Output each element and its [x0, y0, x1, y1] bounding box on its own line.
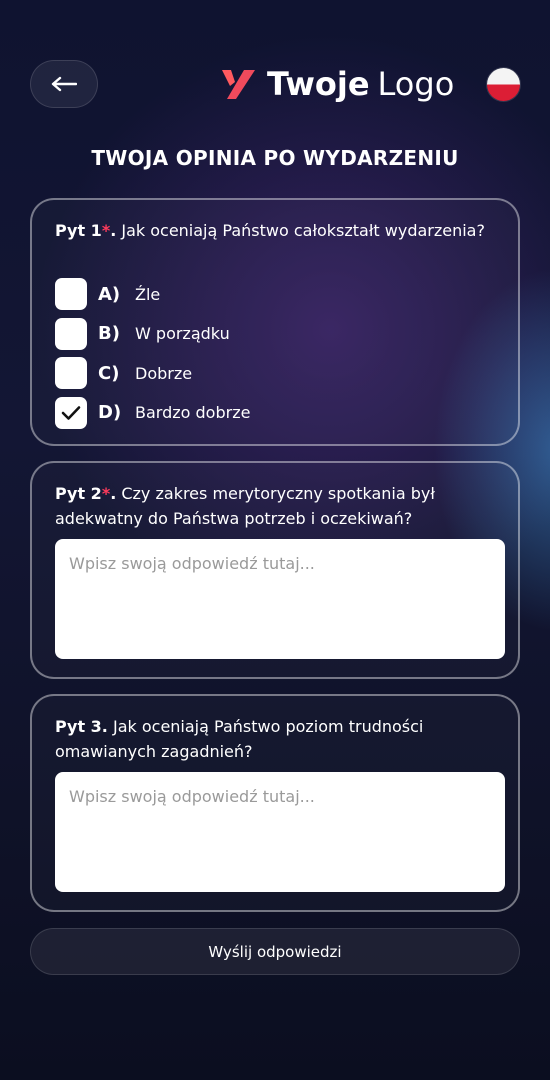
answer-3-textarea[interactable] [55, 772, 505, 892]
question-2-body: Czy zakres merytoryczny spotkania był adekwatny do Państwa potrzeb i oczekiwań? [55, 484, 435, 528]
checkbox-d[interactable] [55, 397, 87, 429]
question-2-label: Pyt 2 [55, 484, 102, 503]
checkbox-b[interactable] [55, 318, 87, 350]
question-3-body: Jak oceniają Państwo poziom trudności omawianych zagadnień? [55, 717, 424, 761]
arrow-left-icon [51, 76, 77, 92]
page-title: TWOJA OPINIA PO WYDARZENIU [91, 146, 459, 170]
option-letter: A) [98, 283, 121, 305]
answer-2-textarea[interactable] [55, 539, 505, 659]
question-3-label: Pyt 3. [55, 717, 108, 736]
poland-flag-icon[interactable] [487, 68, 520, 101]
question-card-2 [30, 461, 520, 679]
question-card-1 [30, 198, 520, 446]
option-letter: C) [98, 362, 120, 384]
logo-mark-icon [220, 67, 257, 101]
option-d[interactable] [55, 397, 250, 429]
question-2-text: Pyt 2*. Czy zakres merytoryczny spotkania był adekwatny do Państwa potrzeb i oczekiwań? [55, 484, 435, 528]
question-1-body: Jak oceniają Państwo całokształt wydarzenia? [121, 221, 485, 240]
logo-text-bold: Twoje [267, 65, 370, 103]
option-b[interactable] [55, 318, 250, 350]
question-1-label: Pyt 1 [55, 221, 102, 240]
required-mark: * [101, 484, 111, 503]
submit-button[interactable]: Wyślij odpowiedzi [30, 928, 520, 975]
required-mark: * [101, 221, 111, 240]
brand-logo [220, 64, 454, 104]
question-card-3 [30, 694, 520, 912]
answer-options [55, 278, 250, 436]
logo-text-light: Logo [377, 65, 455, 103]
option-letter: D) [98, 402, 122, 423]
option-letter: B) [98, 323, 120, 344]
checkbox-a[interactable] [55, 278, 87, 310]
checkbox-c[interactable] [55, 357, 87, 389]
question-3-text [55, 714, 503, 764]
option-text: Źle [135, 284, 161, 304]
option-text: Bardzo dobrze [135, 403, 251, 422]
option-c[interactable] [55, 357, 250, 389]
option-text: W porządku [135, 324, 230, 343]
back-button[interactable] [30, 60, 98, 108]
question-1-text: Pyt 1*. Jak oceniają Państwo całokształt wydarzenia? [55, 221, 485, 240]
option-a[interactable] [55, 278, 250, 310]
checkmark-icon [61, 405, 81, 421]
option-text: Dobrze [135, 363, 193, 383]
